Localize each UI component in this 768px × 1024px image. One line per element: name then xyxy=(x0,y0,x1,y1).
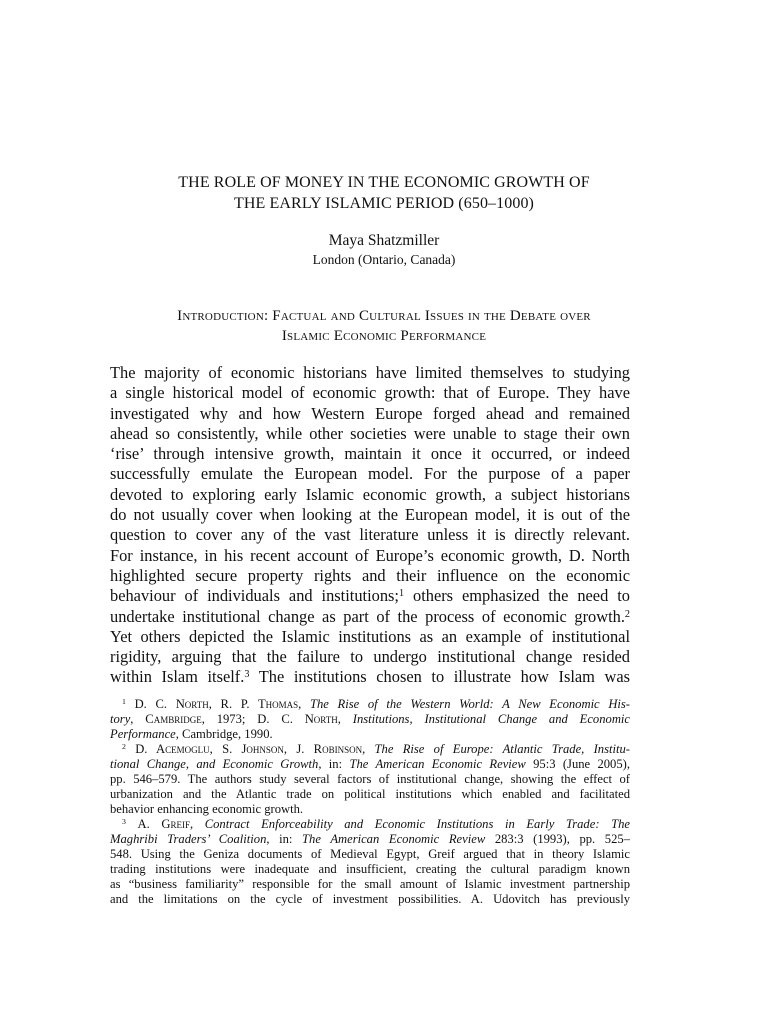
fn3-text: , in: xyxy=(266,832,303,846)
fn1-text: D. C. North, R. P. Thomas, xyxy=(134,697,310,711)
footnote-ref-3[interactable]: 3 xyxy=(244,669,250,681)
footnote-2-line: urbanization and the Atlantic trade on political institutions which enabled and facilitated xyxy=(110,787,630,801)
footnote-ref-2[interactable]: 2 xyxy=(624,608,630,620)
body-line xyxy=(110,667,630,687)
body-line xyxy=(110,586,630,606)
fn2-text: 95:3 (June 2005), xyxy=(525,757,630,771)
section-heading xyxy=(0,306,768,346)
fn3-text: A. Greif, xyxy=(137,817,205,831)
body-line: Yet others depicted the Islamic institutions as an example of institutional xyxy=(110,626,630,646)
fn2-article-title: The Rise of Europe: Atlantic Trade, Institu- xyxy=(374,742,630,756)
footnote-3-line xyxy=(110,832,630,847)
author-affiliation: London (Ontario, Canada) xyxy=(312,252,456,267)
title-line-1: THE ROLE OF MONEY IN THE ECONOMIC GROWTH OF xyxy=(178,174,590,191)
body-line: rigidity, arguing that the failure to undergo institutional change resided xyxy=(110,647,630,667)
footnotes xyxy=(110,697,630,907)
section-heading-line-2: Islamic Economic Performance xyxy=(281,328,487,344)
body-line-text: undertake institutional change as part of the process of economic growth. xyxy=(110,606,625,626)
section-heading-line-1: Introduction: Factual and Cultural Issues in the Debate over xyxy=(177,308,591,324)
fn1-text: , Cambridge, 1973; D. C. North, xyxy=(130,712,353,726)
body-line: successfully emulate the European model. For the purpose of a paper xyxy=(110,464,630,484)
footnote-1-line xyxy=(110,727,630,742)
author-name: Maya Shatzmiller xyxy=(328,232,440,249)
footnote-2-line xyxy=(110,742,630,757)
body-line: The majority of economic historians have limited themselves to studying xyxy=(110,363,630,382)
fn2-text: , in: xyxy=(318,757,350,771)
footnote-3-line: as “business familiarity” responsible for the small amount of Islamic investment partnership xyxy=(110,877,630,891)
fn1-book-title-end: tory xyxy=(110,712,131,726)
footnote-1-mark: 1 xyxy=(122,697,126,707)
footnote-1-line xyxy=(110,712,630,727)
fn2-text: D. Acemoglu, S. Johnson, J. Robinson, xyxy=(135,742,375,756)
footnote-1-line xyxy=(110,697,630,712)
body-line-head: within Islam itself. xyxy=(110,667,245,687)
footnote-3-mark: 3 xyxy=(122,817,126,827)
footnote-ref-1[interactable]: 1 xyxy=(398,588,405,600)
footnote-3-line: 548. Using the Geniza documents of Medieval Egypt, Greif argued that in theory Islamic xyxy=(110,847,630,861)
body-paragraph xyxy=(110,363,630,688)
footnote-3-line: and the limitations on the cycle of investment possibilities. A. Udovitch has previously xyxy=(110,892,630,906)
footnote-3-line: trading institutions were inadequate and insufficient, creating the cultural paradigm known xyxy=(110,862,630,876)
fn2-article-title-end: tional Change, and Economic Growth xyxy=(110,757,319,771)
body-line: question to cover any of the vast literature unless it is directly relevant. xyxy=(110,525,630,545)
article-title xyxy=(0,172,768,214)
body-line: do not usually cover when looking at the European model, it is out of the xyxy=(110,505,630,525)
fn1-text: , Cambridge, 1990. xyxy=(175,727,273,741)
fn3-text: 283:3 (1993), pp. 525– xyxy=(485,832,630,846)
fn3-article-title: Contract Enforceability and Economic Institutions in Early Trade: The xyxy=(204,817,630,831)
footnote-2-line: behavior enhancing economic growth. xyxy=(110,802,304,816)
body-line: investigated why and how Western Europe forged ahead and remained xyxy=(110,403,630,423)
body-line: For instance, in his recent account of Europe’s economic growth, D. North xyxy=(110,545,630,565)
fn1-book-title-2-end: Performance xyxy=(110,727,176,741)
body-line xyxy=(110,607,630,627)
title-line-2: THE EARLY ISLAMIC PERIOD (650–1000) xyxy=(234,195,534,212)
fn3-article-title-end: Maghribi Traders’ Coalition xyxy=(110,832,267,846)
body-line: devoted to exploring early Islamic economic growth, a subject historians xyxy=(110,484,630,504)
body-line: a single historical model of economic growth: that of Europe. They have xyxy=(110,383,630,403)
body-line-head: behaviour of individuals and institutions; xyxy=(110,586,399,606)
body-line: ‘rise’ through intensive growth, maintain it once it occurred, or indeed xyxy=(110,444,630,464)
body-line: ahead so consistently, while other societies were unable to stage their own xyxy=(110,423,630,443)
body-line-tail: others emphasized the need to xyxy=(404,586,630,606)
footnote-2-mark: 2 xyxy=(122,742,126,752)
body-line: highlighted secure property rights and their influence on the economic xyxy=(110,565,630,585)
footnote-3-line xyxy=(110,817,630,832)
footnote-2-line: pp. 546–579. The authors study several factors of institutional change, showing the effect of xyxy=(110,772,630,786)
body-line-tail: The institutions chosen to illustrate how Islam was xyxy=(258,667,630,687)
fn1-book-title: The Rise of the Western World: A New Economic His- xyxy=(309,697,631,711)
fn3-journal: The American Economic Review xyxy=(302,832,486,846)
fn2-journal: The American Economic Review xyxy=(349,757,526,771)
footnote-2-line xyxy=(110,757,630,772)
fn1-book-title-2: Institutions, Institutional Change and Economic xyxy=(352,712,630,726)
